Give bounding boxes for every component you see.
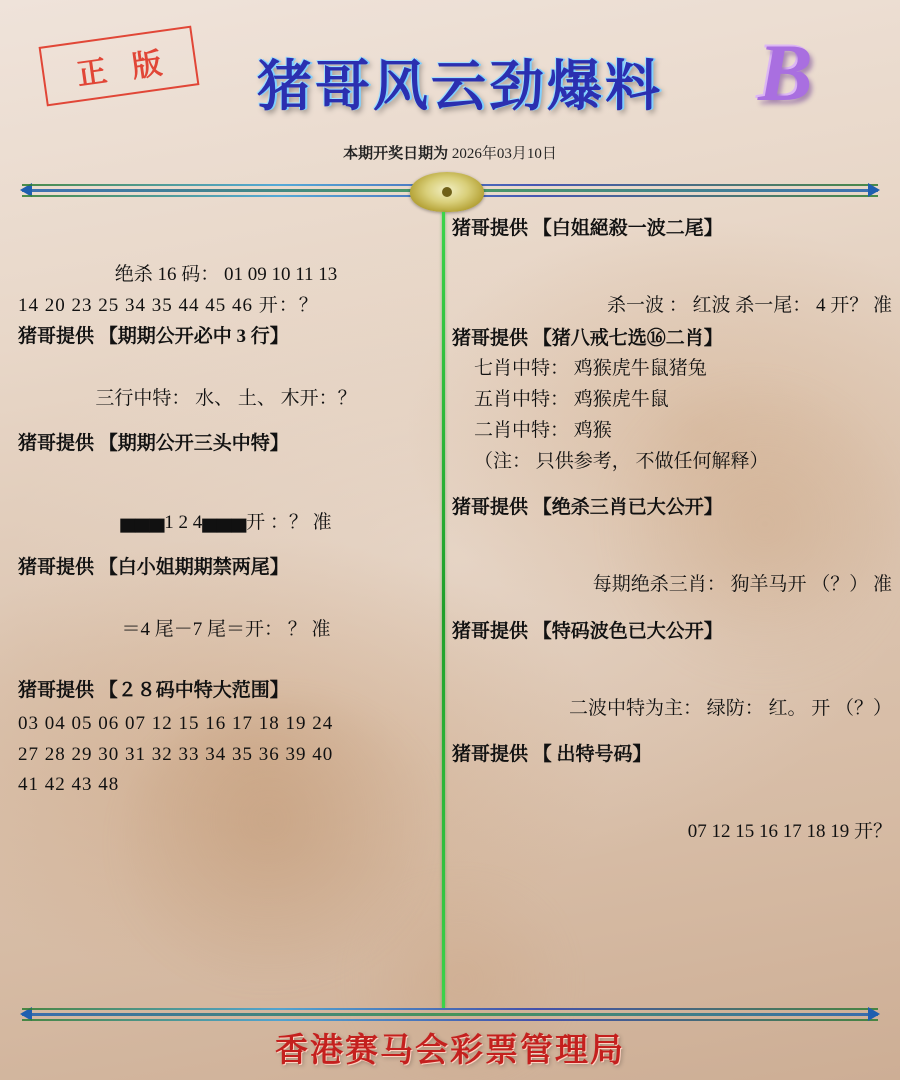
line-text: 14 20 23 25 34 35 44 45 46 开：？ [18,294,319,316]
edition-letter: B [758,27,813,118]
line-text: 27 28 29 30 31 32 33 34 35 36 39 40 [18,743,334,765]
authenticity-stamp: 正 版 [39,26,200,107]
line-text: 每期绝杀三肖： 狗羊马开 （？） 准 [592,574,892,596]
line-text: 二波中特为主： 绿防： 红。 开 （？） [568,697,892,719]
page-title: 猪哥风云劲爆料 [256,56,663,117]
block-jin-liang-wei [18,615,434,707]
block-er-ba-ma-fan-wei [18,709,434,801]
line-text: 三行中特： 水、 土、 木开：？ [95,388,357,410]
block-jue-sha-san-xiao [452,493,892,601]
draw-date-value: 2026年03月10日 [451,146,557,162]
footer-title: 香港赛马会彩票管理局 [275,1033,625,1069]
block-bai-jie-sha-bo [452,214,892,322]
line-text: 猪哥提供 【猪八戒七选⑯二肖】 [452,327,723,349]
line-text: 猪哥提供 【白小姐期期禁两尾】 [18,556,289,578]
block-san-hang-zhong-te [18,384,434,460]
divider-bottom [22,1006,878,1022]
draw-date [0,142,900,163]
line-text: 猪哥提供 【绝杀三肖已大公开】 [452,497,723,519]
line-text: 猪哥提供 【特码波色已大公开】 [452,620,723,642]
left-column [18,214,434,803]
block-chu-te-hao-ma [452,740,892,848]
line-text: 猪哥提供 【２８码中特大范围】 [18,680,289,702]
right-column [452,214,892,850]
block-jue-sha-16 [18,260,434,352]
line-text: 二肖中特： 鸡猴 [474,419,612,441]
block-qi-xuan-er-xiao [452,324,892,478]
line-text: ▅▅▅1 2 4▅▅▅开 ：？ 准 [120,511,332,533]
line-text: 猪哥提供 【 出特号码】 [452,744,652,766]
line-text: 41 42 43 48 [18,774,120,796]
line-text: 绝杀 16 码： 01 09 10 11 13 [114,264,338,285]
line-text: 猪哥提供 【期期公开必中 3 行】 [18,325,289,347]
block-te-ma-bo-se [452,617,892,725]
line-text: 杀一波 ： 红波 杀一尾： 4 开？ 准 [606,294,892,316]
arrow-right-icon [868,1007,880,1021]
line-text: 03 04 05 06 07 12 15 16 17 18 19 24 [18,712,334,734]
arrow-right-icon [868,183,880,197]
line-text: （注： 只供参考， 不做任何解释） [474,450,769,472]
column-divider [442,212,445,1008]
draw-date-label: 本期开奖日期为 [343,146,449,162]
medallion-ornament-icon [410,172,484,212]
line-text: 五肖中特： 鸡猴虎牛鼠 [474,389,669,411]
line-text: 猪哥提供 【期期公开三头中特】 [18,433,289,455]
line-text: 七肖中特： 鸡猴虎牛鼠猪兔 [474,358,707,380]
line-text: 07 12 15 16 17 18 19 开？ [687,821,892,843]
line-text: ＝4 尾－7 尾＝开： ？ 准 [121,619,331,641]
block-san-tou-zhong-te [18,508,434,584]
line-text: 猪哥提供 【白姐絕殺一波二尾】 [452,218,723,239]
